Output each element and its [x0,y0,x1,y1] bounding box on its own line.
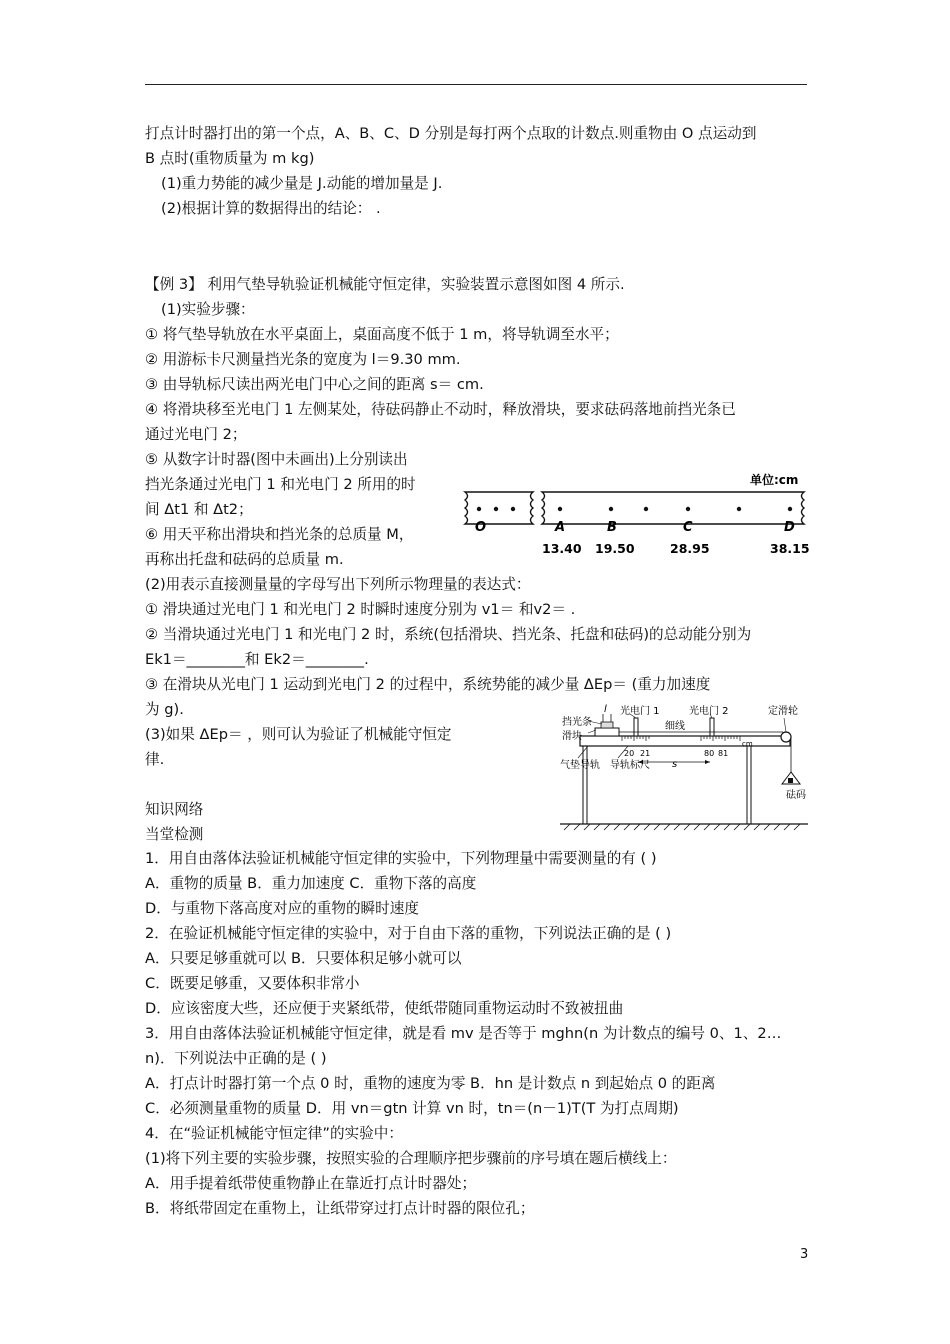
text-line: 通过光电门 2； [145,426,247,443]
question-line: 4．在“验证机械能守恒定律”的实验中： [145,1125,403,1142]
label-weight: 砝码 [786,790,806,801]
question-line: C．既要足够重，又要体积非常小 [145,975,360,992]
weight-block [788,778,793,783]
scale-tick-label: 21 [640,749,651,758]
question-line: A．重物的质量 B．重力加速度 C．重物下落的高度 [145,875,477,892]
label-scale: 导轨标尺 [610,760,650,771]
question-line: A．用手提着纸带使重物静止在靠近打点计时器处； [145,1175,477,1192]
scale-unit-label: cm [742,740,753,748]
example-heading: 【例 3】 利用气垫导轨验证机械能守恒定律，实验装置示意图如图 4 所示. [145,276,625,293]
text-line: ② 当滑块通过光电门 1 和光电门 2 时，系统(包括滑块、挡光条、托盘和砝码)的总动能分别为 [145,626,752,643]
tape-right-piece [542,492,804,524]
tape-dot [788,507,792,511]
question-line: (1)将下列主要的实验步骤，按照实验的合理顺序把步骤前的序号填在题后横线上： [145,1150,677,1167]
text-line: ① 滑块通过光电门 1 和光电门 2 时瞬时速度分别为 v1＝ 和v2＝ . [145,601,576,618]
text-line: 律. [145,751,165,768]
label-gate1: 光电门 1 [620,706,660,717]
pulley [781,732,791,742]
text-line: 为 g). [145,701,184,718]
tape-point-label: C [683,520,693,535]
text-line: ⑤ 从数字计时器(图中未画出)上分别读出 [145,451,408,468]
page-number: 3 [800,1247,809,1262]
photogate-1 [634,718,638,736]
tape-unit-label: 单位:cm [750,473,799,487]
light-strip [601,722,613,728]
text-line: Ek1＝________和 Ek2＝________. [145,651,369,668]
tape-point-label: D [784,520,795,535]
question-line: C．必须测量重物的质量 D．用 vn＝gtn 计算 vn 时，tn＝(n－1)T(T 为打点周期) [145,1100,679,1117]
label-strip: 挡光条 [562,717,592,728]
text-line: (2)根据计算的数据得出的结论： . [161,200,381,217]
slider-block [595,728,619,736]
question-line: D．应该密度大些，还应便于夹紧纸带，使纸带随同重物运动时不致被扭曲 [145,1000,624,1017]
tape-dot [494,507,498,511]
tape-dot [477,507,481,511]
tape-dot [558,507,562,511]
question-line: D．与重物下落高度对应的重物的瞬时速度 [145,900,419,917]
label-slider: 滑块 [562,731,582,742]
text-line: ④ 将滑块移至光电门 1 左侧某处，待砝码静止不动时，释放滑块，要求砝码落地前挡光条已 [145,401,736,418]
label-l: l [604,704,607,715]
tape-point-label: B [607,520,617,535]
tape-dot [737,507,741,511]
tape-dot [686,507,690,511]
text-line: (3)如果 ΔEp＝ ，则可认为验证了机械能守恒定 [145,726,452,743]
text-line: 挡光条通过光电门 1 和光电门 2 所用的时 [145,476,416,493]
tape-reading: 19.50 [595,541,635,556]
label-thread: 细线 [665,721,685,732]
question-line: n)．下列说法中正确的是 ( ) [145,1050,327,1067]
scale-tick-label: 80 [704,749,715,758]
text-line: (2)用表示直接测量量的字母写出下列所示物理量的表达式： [145,576,531,593]
text-line: (1)实验步骤： [161,301,255,318]
question-line: 3．用自由落体法验证机械能守恒定律，就是看 mv 是否等于 mghn(n 为计数点的编号 0、1、2… [145,1025,782,1042]
tape-figure [462,465,812,563]
question-line: 2．在验证机械能守恒定律的实验中，对于自由下落的重物，下列说法正确的是 ( ) [145,925,672,942]
label-pulley: 定滑轮 [768,706,798,717]
scale-tick-label: 81 [718,749,729,758]
text-line: ③ 在滑块从光电门 1 运动到光电门 2 的过程中，系统势能的减少量 ΔEp＝ (重力加速度 [145,676,711,693]
tape-reading: 13.40 [542,541,582,556]
question-line: A．只要足够重就可以 B．只要体积足够小就可以 [145,950,462,967]
label-s: s [672,759,678,770]
section-title: 当堂检测 [145,826,204,843]
tape-dot [644,507,648,511]
header-rule [145,84,807,85]
tape-point-label: A [555,520,566,535]
tape-reading: 28.95 [670,541,710,556]
text-line: 打点计时器打出的第一个点，A、B、C、D 分别是每打两个点取的计数点.则重物由 O 点运动到 [145,125,757,142]
scale-tick-label: 20 [624,749,635,758]
text-line: ⑥ 用天平称出滑块和挡光条的总质量 M， [145,526,414,543]
text-line: B 点时(重物质量为 m kg) [145,150,315,167]
tape-point-label: O [475,520,487,535]
apparatus-figure [558,700,810,835]
text-line: ② 用游标卡尺测量挡光条的宽度为 l＝9.30 mm. [145,351,461,368]
photogate-2 [710,718,714,736]
air-track [580,736,790,746]
tape-dot [511,507,515,511]
question-line: B．将纸带固定在重物上，让纸带穿过打点计时器的限位孔； [145,1200,535,1217]
tape-dot [609,507,613,511]
label-track: 气垫导轨 [560,760,600,771]
tape-reading: 38.15 [770,541,810,556]
section-title: 知识网络 [145,801,204,818]
text-line: ① 将气垫导轨放在水平桌面上，桌面高度不低于 1 m，将导轨调至水平； [145,326,619,343]
text-line: 间 Δt1 和 Δt2； [145,501,253,518]
text-line: (1)重力势能的减少量是 J.动能的增加量是 J. [161,175,443,192]
text-line: 再称出托盘和砝码的总质量 m. [145,551,344,568]
text-line: ③ 由导轨标尺读出两光电门中心之间的距离 s＝ cm. [145,376,484,393]
label-gate2: 光电门 2 [689,706,729,717]
question-line: A．打点计时器打第一个点 0 时，重物的速度为零 B．hn 是计数点 n 到起始点 0 的距离 [145,1075,716,1092]
question-line: 1．用自由落体法验证机械能守恒定律的实验中，下列物理量中需要测量的有 ( ) [145,850,657,867]
